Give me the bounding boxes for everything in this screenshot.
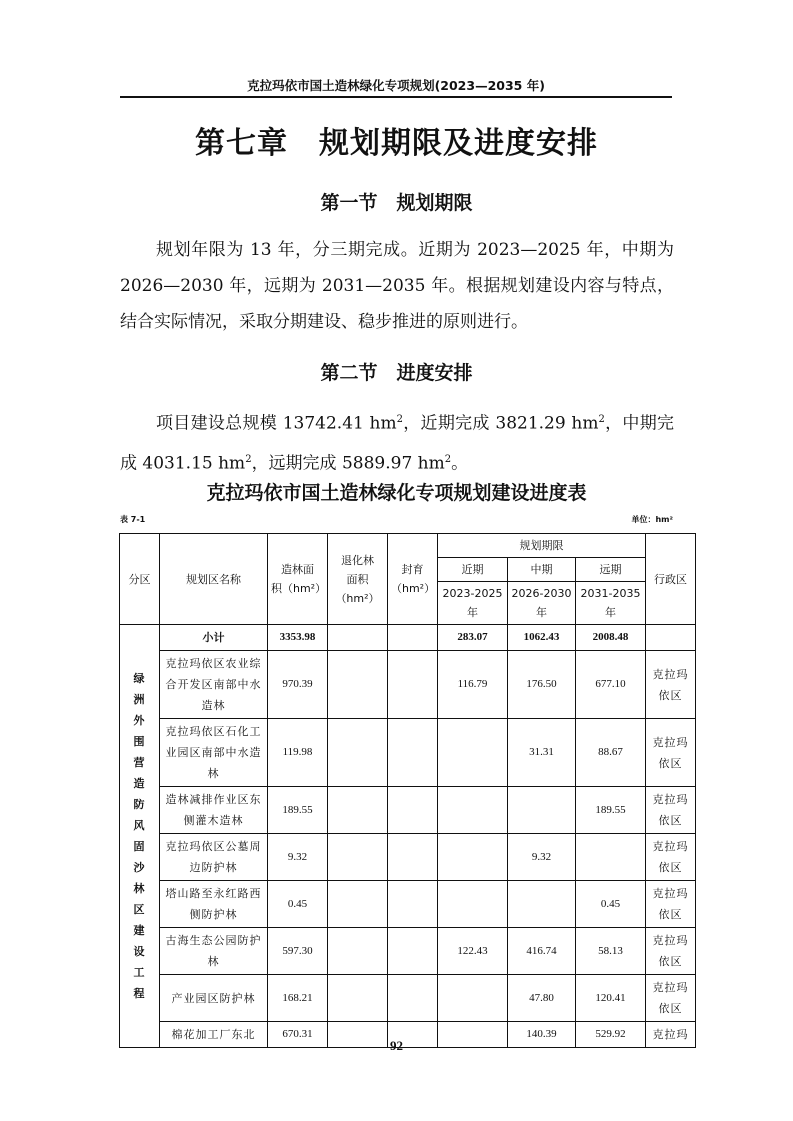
row-name: 造林减排作业区东侧灌木造林 <box>160 787 268 834</box>
table-unit: 单位：hm² <box>631 515 673 524</box>
row-name: 克拉玛依区公墓周边防护林 <box>160 834 268 881</box>
row-mid <box>508 881 576 928</box>
row-returned <box>328 834 388 881</box>
page-number: 92 <box>390 1038 403 1053</box>
row-afforestation: 970.39 <box>268 651 328 719</box>
row-far: 677.10 <box>576 651 646 719</box>
table-row <box>120 975 696 1022</box>
row-near <box>438 975 508 1022</box>
progress-table <box>119 533 696 1048</box>
row-far: 0.45 <box>576 881 646 928</box>
row-mid: 416.74 <box>508 928 576 975</box>
row-near <box>438 881 508 928</box>
row-afforestation: 189.55 <box>268 787 328 834</box>
header-near: 近期 <box>438 558 508 582</box>
table-row <box>120 787 696 834</box>
row-afforestation: 0.45 <box>268 881 328 928</box>
row-afforestation: 597.30 <box>268 928 328 975</box>
header-mid-years: 2026-2030 年 <box>508 582 576 625</box>
subtotal-closure <box>388 625 438 651</box>
header-far: 远期 <box>576 558 646 582</box>
table-row <box>120 834 696 881</box>
row-mid: 31.31 <box>508 719 576 787</box>
row-near <box>438 787 508 834</box>
header-mid: 中期 <box>508 558 576 582</box>
row-afforestation: 670.31 <box>268 1022 328 1048</box>
row-afforestation: 168.21 <box>268 975 328 1022</box>
row-far: 189.55 <box>576 787 646 834</box>
row-near <box>438 719 508 787</box>
table-row <box>120 928 696 975</box>
row-far: 88.67 <box>576 719 646 787</box>
section-title-period: 第一节 规划期限 <box>320 192 473 214</box>
row-returned <box>328 881 388 928</box>
table-label: 表 7-1 <box>120 515 146 524</box>
subtotal-label: 小计 <box>160 625 268 651</box>
row-mid: 9.32 <box>508 834 576 881</box>
row-closure <box>388 834 438 881</box>
table-title: 克拉玛依市国土造林绿化专项规划建设进度表 <box>206 482 587 504</box>
row-name: 克拉玛依区农业综合开发区南部中水造林 <box>160 651 268 719</box>
chapter-title: 第七章 规划期限及进度安排 <box>195 126 598 161</box>
row-closure <box>388 975 438 1022</box>
row-district: 克拉玛依区 <box>646 928 696 975</box>
header-area-name: 规划区名称 <box>160 534 268 625</box>
row-name: 产业园区防护林 <box>160 975 268 1022</box>
row-district: 克拉玛 <box>646 1022 696 1048</box>
subtotal-row <box>120 625 696 651</box>
running-header: 克拉玛依市国土造林绿化专项规划(2023—2035 年) <box>247 78 545 93</box>
row-near: 122.43 <box>438 928 508 975</box>
header-period-group: 规划期限 <box>438 534 646 558</box>
row-afforestation: 9.32 <box>268 834 328 881</box>
row-name: 克拉玛依区石化工业园区南部中水造林 <box>160 719 268 787</box>
row-returned <box>328 651 388 719</box>
header-far-years: 2031-2035 年 <box>576 582 646 625</box>
row-district: 克拉玛依区 <box>646 719 696 787</box>
row-far <box>576 834 646 881</box>
table-row <box>120 651 696 719</box>
subtotal-near: 283.07 <box>438 625 508 651</box>
row-name: 棉花加工厂东北 <box>160 1022 268 1048</box>
table-row <box>120 881 696 928</box>
row-near <box>438 834 508 881</box>
row-returned <box>328 928 388 975</box>
row-closure <box>388 719 438 787</box>
schedule-paragraph: 项目建设总规模 13742.41 $hm^2$，近期完成 3821.29 $hm^2$，中期完成 4031.15 $hm^2$，远期完成 5889.97 $hm^2$。 <box>120 413 674 474</box>
row-far: 58.13 <box>576 928 646 975</box>
row-closure <box>388 651 438 719</box>
period-paragraph: 规划年限为 13 年，分三期完成。近期为 2023—2025 年，中期为 2026—2030 年，远期为 2031—2035 年。根据规划建设内容与特点，结合实际情况，采取分期建设、稳步推进的原则进行。 <box>120 240 674 332</box>
subtotal-returned <box>328 625 388 651</box>
row-closure <box>388 787 438 834</box>
row-district: 克拉玛依区 <box>646 881 696 928</box>
row-district: 克拉玛依区 <box>646 834 696 881</box>
row-returned <box>328 719 388 787</box>
row-returned <box>328 787 388 834</box>
header-near-years: 2023-2025 年 <box>438 582 508 625</box>
row-name: 古海生态公园防护林 <box>160 928 268 975</box>
subtotal-mid: 1062.43 <box>508 625 576 651</box>
row-closure <box>388 881 438 928</box>
header-returned-farmland: 退化林 面积 （hm²） <box>328 534 388 625</box>
header-afforestation: 造林面 积（hm²） <box>268 534 328 625</box>
row-far: 529.92 <box>576 1022 646 1048</box>
header-zone: 分区 <box>120 534 160 625</box>
row-far: 120.41 <box>576 975 646 1022</box>
header-rule <box>120 96 672 98</box>
header-closure: 封育 （hm²） <box>388 534 438 625</box>
row-district: 克拉玛依区 <box>646 651 696 719</box>
row-near: 116.79 <box>438 651 508 719</box>
header-district: 行政区 <box>646 534 696 625</box>
subtotal-far: 2008.48 <box>576 625 646 651</box>
row-mid: 140.39 <box>508 1022 576 1048</box>
subtotal-district <box>646 625 696 651</box>
row-mid: 47.80 <box>508 975 576 1022</box>
row-mid <box>508 787 576 834</box>
subtotal-afforestation: 3353.98 <box>268 625 328 651</box>
row-afforestation: 119.98 <box>268 719 328 787</box>
zone-cell: 绿洲外围营造防风固沙林区建设工程 <box>120 625 160 1048</box>
row-returned <box>328 975 388 1022</box>
row-district: 克拉玛依区 <box>646 975 696 1022</box>
row-name: 塔山路至永红路西侧防护林 <box>160 881 268 928</box>
section-title-schedule: 第二节 进度安排 <box>320 362 473 384</box>
row-closure <box>388 928 438 975</box>
table-row <box>120 719 696 787</box>
row-district: 克拉玛依区 <box>646 787 696 834</box>
row-mid: 176.50 <box>508 651 576 719</box>
